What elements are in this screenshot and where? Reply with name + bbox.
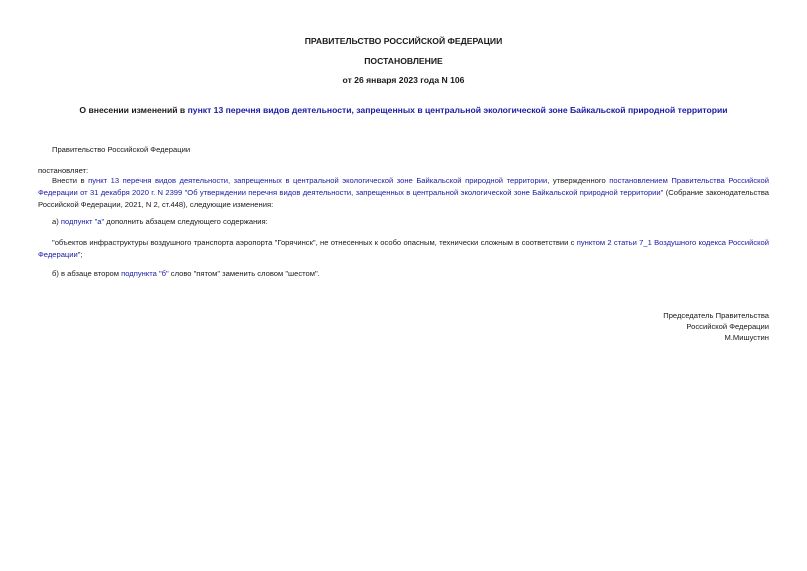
document-date-number: от 26 января 2023 года N 106 — [342, 75, 465, 85]
p4-text-2: слово "пятом" заменить словом "шестом". — [168, 269, 320, 278]
document-type-heading: ПОСТАНОВЛЕНИЕ — [364, 56, 443, 66]
p4-link-podpunkt-b[interactable]: подпункта "б" — [121, 269, 169, 278]
p1-text-2: , утвержденного — [547, 176, 610, 185]
p1-text-1: Внести в — [52, 176, 89, 185]
p2-text-2: дополнить абзацем следующего содержания: — [104, 217, 268, 226]
signature-name: М.Мишустин — [724, 333, 769, 342]
p2-text-1: а) — [52, 217, 61, 226]
subject-prefix: О внесении изменений в — [79, 105, 188, 115]
signature-title-line-2: Российской Федерации — [686, 322, 769, 331]
paragraph-4 — [38, 268, 769, 280]
p3-link-vozdushny-kodeks[interactable]: пунктом 2 статьи 7_1 Воздушного кодекса Российской Федерации — [38, 238, 769, 259]
subject-link[interactable]: пункт 13 перечня видов деятельности, запрещенных в центральной экологической зоне Байкальской природной территории — [187, 105, 728, 115]
p3-text-1: "объектов инфраструктуры воздушного транспорта аэропорта "Горячинск", не отнесенных к особо опасным, технически сложным в соответствии с — [52, 238, 577, 247]
p1-text-3: (Собрание законодательства Российской Федерации, 2021, N 2, ст.448), следующие изменения: — [38, 188, 770, 209]
p1-link-postanovlenie[interactable]: постановлением Правительства Российской Федерации от 31 декабря 2020 г. N 2399 "Об утверждении перечня видов деятельности, запрещенных в центральной экологической зоне Байкальской природной территории" — [38, 176, 770, 197]
paragraph-1 — [38, 175, 769, 211]
issuer-line: Правительство Российской Федерации — [52, 145, 191, 154]
p1-link-perechen[interactable]: пункт 13 перечня видов деятельности, запрещенных в центральной экологической зоне Байкальской природной территории — [88, 176, 548, 185]
paragraph-2 — [38, 216, 769, 228]
p3-text-2: "; — [77, 250, 83, 259]
p4-text-1: б) в абзаце втором — [52, 269, 122, 278]
signature-title-line-1: Председатель Правительства — [663, 311, 769, 320]
government-heading: ПРАВИТЕЛЬСТВО РОССИЙСКОЙ ФЕДЕРАЦИИ — [304, 36, 503, 46]
paragraph-3 — [38, 237, 769, 261]
resolves-line: постановляет: — [38, 166, 89, 175]
document-subject — [0, 105, 807, 116]
p2-link-podpunkt-a[interactable]: подпункт "а" — [60, 217, 105, 226]
